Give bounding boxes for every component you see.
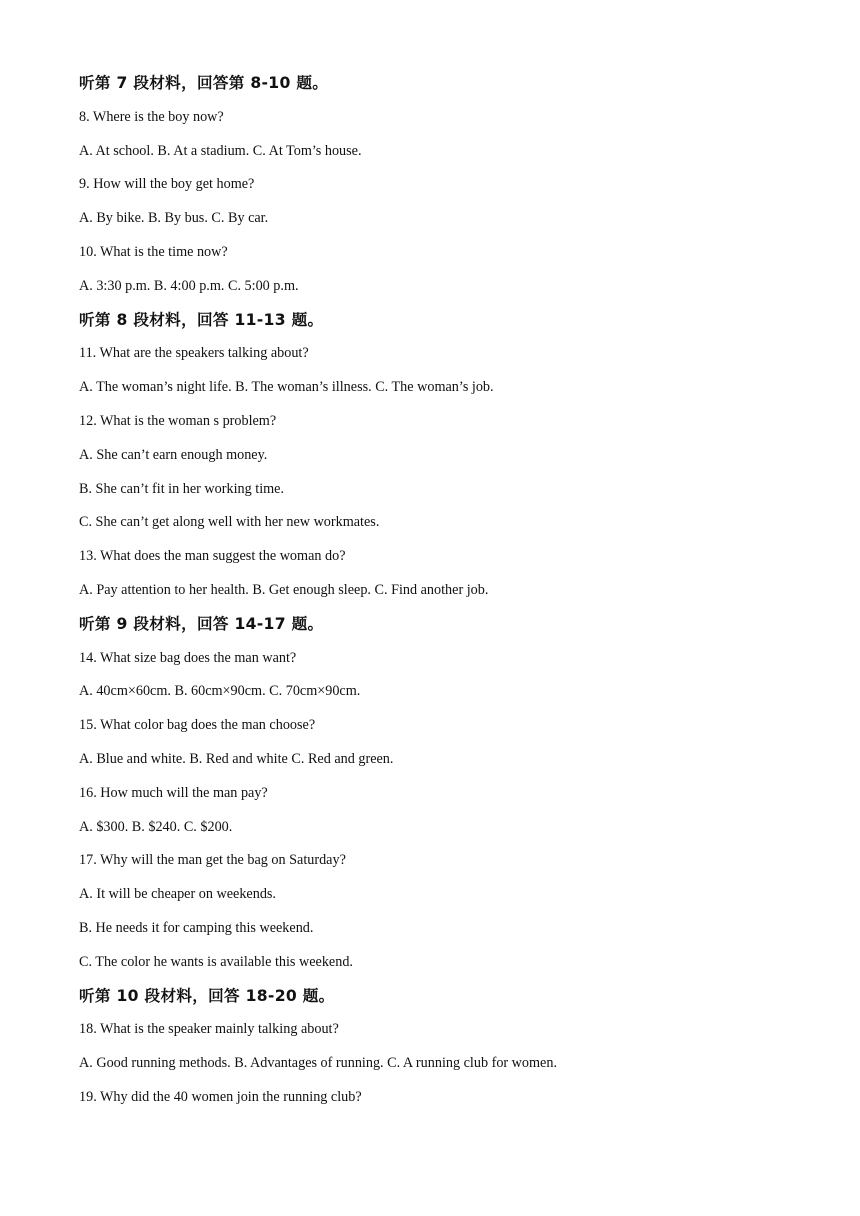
text-line: C. She can’t get along well with her new workmates. [79,514,380,531]
text-line: A. She can’t earn enough money. [79,446,268,463]
text-line: 17. Why will the man get the bag on Saturday? [79,852,346,869]
text-line: 11. What are the speakers talking about? [79,345,309,362]
text-line: B. She can’t fit in her working time. [79,480,285,497]
text-line: 9. How will the boy get home? [79,176,255,193]
text-line: A. Good running methods. B. Advantages of running. C. A running club for women. [79,1055,557,1072]
section-heading: 听第 10 段材料，回答 18-20 题。 [79,986,335,1005]
text-line: B. He needs it for camping this weekend. [79,919,314,936]
text-line: 14. What size bag does the man want? [79,649,297,666]
text-line: 12. What is the woman s problem? [79,412,277,429]
text-line: A. The woman’s night life. B. The woman’s illness. C. The woman’s job. [79,379,494,396]
text-line: A. 3:30 p.m. B. 4:00 p.m. C. 5:00 p.m. [79,277,299,294]
text-line: A. Blue and white. B. Red and white C. Red and green. [79,750,394,767]
text-line: A. By bike. B. By bus. C. By car. [79,210,269,227]
text-line: 19. Why did the 40 women join the running club? [79,1088,362,1105]
text-line: A. At school. B. At a stadium. C. At Tom’s house. [79,142,362,159]
text-line: A. Pay attention to her health. B. Get enough sleep. C. Find another job. [79,581,489,598]
text-line: 13. What does the man suggest the woman do? [79,548,346,565]
text-line: 16. How much will the man pay? [79,784,268,801]
text-line: A. 40cm×60cm. B. 60cm×90cm. C. 70cm×90cm. [79,683,361,700]
section-heading: 听第 9 段材料，回答 14-17 题。 [79,614,324,633]
text-line: A. $300. B. $240. C. $200. [79,818,233,835]
text-line: 18. What is the speaker mainly talking about? [79,1021,339,1038]
section-heading: 听第 8 段材料，回答 11-13 题。 [79,310,324,329]
text-line: 15. What color bag does the man choose? [79,717,316,734]
text-line: C. The color he wants is available this weekend. [79,953,353,970]
section-heading: 听第 7 段材料，回答第 8-10 题。 [79,74,329,92]
text-line: 10. What is the time now? [79,243,228,260]
text-line: A. It will be cheaper on weekends. [79,886,276,903]
text-line: 8. Where is the boy now? [79,108,224,125]
document-page [79,72,799,1120]
